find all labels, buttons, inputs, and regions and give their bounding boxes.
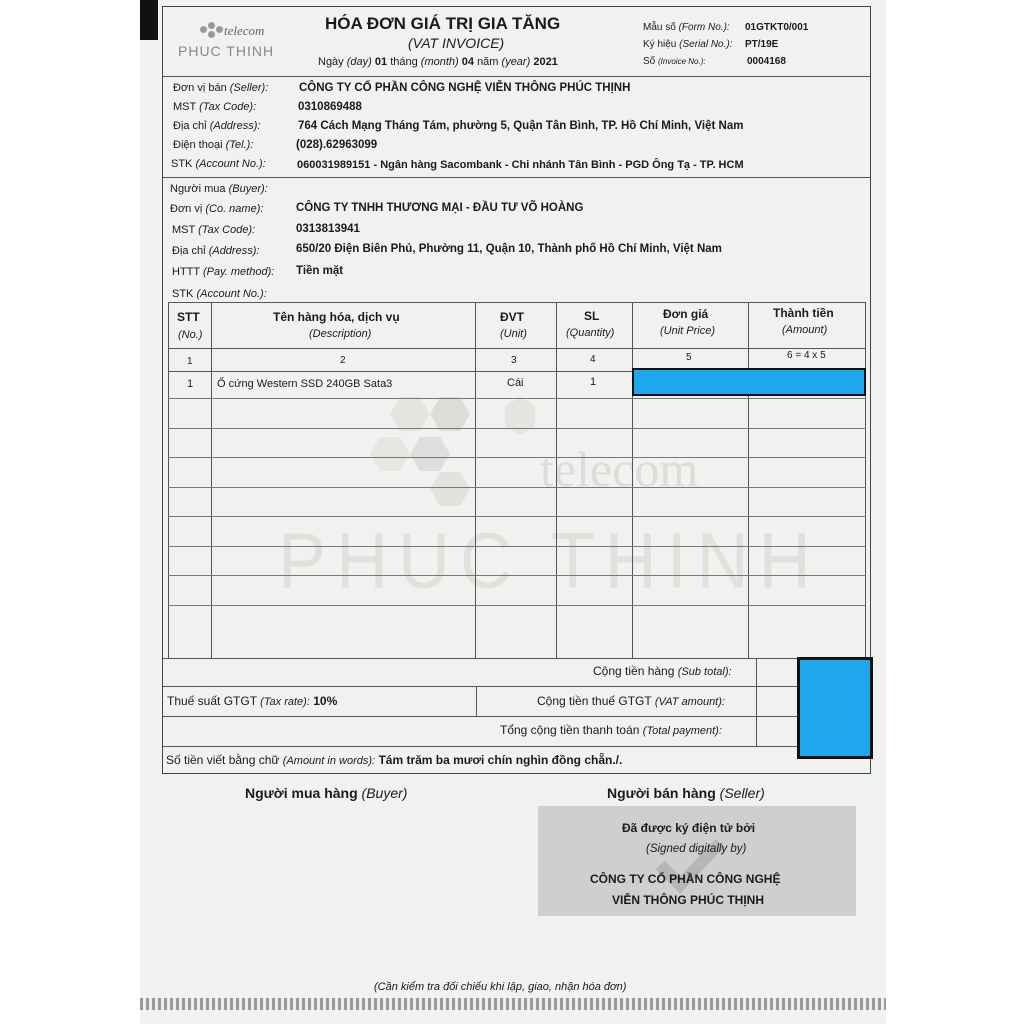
seller-name: CÔNG TY CỔ PHẦN CÔNG NGHỆ VIỄN THÔNG PHÚC THỊNH [299, 82, 631, 94]
seller-divider [163, 177, 870, 178]
background-right [885, 0, 1024, 1024]
row-qty: 1 [590, 376, 597, 388]
table-empty-row-line [168, 575, 866, 576]
table-empty-row-line [168, 516, 866, 517]
taxrate-divider [476, 686, 477, 716]
table-empty-row-line [168, 546, 866, 547]
total-bottom-line [163, 746, 870, 747]
col-number-1: 1 [187, 356, 193, 367]
header-price-en: (Unit Price) [660, 325, 716, 337]
table-top-line [168, 302, 866, 303]
seller-addr-label: Địa chỉ (Address): [173, 120, 261, 132]
signer-name-line2: VIỄN THÔNG PHÚC THỊNH [612, 893, 765, 907]
buyer-pay-label: HTTT (Pay. method): [172, 266, 275, 278]
buyer-co-label: Đơn vị (Co. name): [170, 203, 264, 215]
col-number-4: 4 [590, 354, 596, 365]
col-number-5: 5 [686, 352, 692, 363]
logo-bottom-text: PHUC THINH [178, 43, 275, 59]
seller-acc: 060031989151 - Ngân hàng Sacombank - Chi nhánh Tân Bình - PGD Ông Tạ - TP. HCM [297, 159, 744, 171]
header-stt-vi: STT [177, 310, 200, 324]
header-desc-vi: Tên hàng hóa, dịch vụ [273, 310, 400, 324]
seller-tax-label: MST (Tax Code): [173, 101, 257, 113]
row-stt: 1 [187, 378, 194, 390]
header-unit-vi: ĐVT [500, 310, 524, 324]
row-description: Ổ cứng Western SSD 240GB Sata3 [217, 378, 393, 390]
buyer-acc-label: STK (Account No.): [172, 288, 267, 300]
vat-bottom-line [163, 716, 870, 717]
form-no-label: Mẫu số (Form No.): [643, 22, 730, 33]
invoice-date: Ngày (day) 01 tháng (month) 04 năm (year) 2021 [318, 56, 558, 68]
seller-tel-label: Điện thoại (Tel.): [173, 139, 254, 151]
header-price-vi: Đơn giá [663, 307, 709, 321]
invoice-title: HÓA ĐƠN GIÁ TRỊ GIA TĂNG [325, 14, 561, 33]
footer-strip [140, 1010, 886, 1024]
header-desc-en: (Description) [309, 328, 372, 340]
watermark-big-text: PHUC THINH [278, 517, 821, 605]
background-left [0, 0, 150, 1024]
buyer-label: Người mua (Buyer): [170, 183, 268, 195]
signed-by-en: (Signed digitally by) [646, 843, 747, 855]
table-empty-row-line [168, 605, 866, 606]
col-number-6: 6 = 4 x 5 [787, 350, 826, 361]
header-qty-vi: SL [584, 309, 600, 323]
buyer-co: CÔNG TY TNHH THƯƠNG MẠI - ĐẦU TƯ VÕ HOÀNG [296, 202, 584, 214]
amount-in-words: Số tiền viết bằng chữ (Amount in words): Tám trăm ba mươi chín nghìn đồng chẵn./. [166, 753, 623, 767]
redacted-totals [797, 657, 873, 759]
header-amount-en: (Amount) [782, 324, 828, 336]
buyer-signature-title: Người mua hàng (Buyer) [245, 785, 408, 801]
table-bottom-line [163, 658, 870, 659]
buyer-tax-label: MST (Tax Code): [172, 224, 256, 236]
totals-value-line [756, 658, 757, 746]
seller-addr: 764 Cách Mạng Tháng Tám, phường 5, Quận Tân Bình, TP. Hồ Chí Minh, Việt Nam [298, 120, 744, 132]
dark-corner [140, 0, 158, 40]
seller-acc-label: STK (Account No.): [171, 158, 266, 170]
watermark-text: telecom [540, 441, 699, 497]
invoice-subtitle: (VAT INVOICE) [408, 35, 505, 51]
invoice-no-label: Số (Invoice No.): [643, 56, 706, 67]
col-number-3: 3 [511, 355, 517, 366]
table-empty-row-line [168, 457, 866, 458]
company-logo [178, 20, 283, 62]
form-no-value: 01GTKT0/001 [745, 22, 809, 33]
signed-by-label: Đã được ký điện tử bởi [622, 821, 756, 835]
serial-no-label: Ký hiệu (Serial No.): [643, 39, 733, 50]
footer-note: (Cần kiểm tra đối chiếu khi lập, giao, nhận hóa đơn) [374, 981, 627, 993]
logo-top-text: telecom [224, 23, 265, 38]
table-empty-row-line [168, 487, 866, 488]
seller-name-label: Đơn vị bán (Seller): [173, 82, 269, 94]
vat-label: Cộng tiền thuế GTGT (VAT amount): [537, 694, 725, 708]
taxrate-label: Thuế suất GTGT (Tax rate): 10% [167, 694, 338, 708]
header-amount-vi: Thành tiền [773, 306, 834, 320]
seller-signature-title: Người bán hàng (Seller) [607, 785, 765, 801]
total-label: Tổng cộng tiền thanh toán (Total payment): [500, 723, 722, 737]
buyer-addr-label: Địa chỉ (Address): [172, 245, 260, 257]
row-unit: Cái [507, 377, 524, 389]
redacted-price-amount [632, 368, 866, 396]
table-empty-row-line [168, 398, 866, 399]
seller-tel: (028).62963099 [296, 139, 378, 151]
header-stt-en: (No.) [178, 329, 203, 341]
seller-tax: 0310869488 [298, 101, 362, 113]
buyer-tax: 0313813941 [296, 223, 360, 235]
signer-name-line1: CÔNG TY CỔ PHẦN CÔNG NGHỆ [590, 872, 781, 886]
table-header-bottom [168, 348, 866, 349]
table-empty-row-line [168, 428, 866, 429]
invoice-no-value: 0004168 [747, 56, 786, 67]
buyer-pay: Tiền mặt [296, 265, 344, 277]
buyer-addr: 650/20 Điện Biên Phủ, Phường 11, Quận 10, Thành phố Hồ Chí Minh, Việt Nam [296, 243, 722, 255]
subtotal-bottom-line [163, 686, 870, 687]
subtotal-label: Cộng tiền hàng (Sub total): [593, 664, 732, 678]
header-divider [163, 76, 870, 77]
header-unit-en: (Unit) [500, 328, 527, 340]
header-qty-en: (Quantity) [566, 327, 615, 339]
col-number-2: 2 [340, 355, 346, 366]
serial-no-value: PT/19E [745, 39, 779, 50]
